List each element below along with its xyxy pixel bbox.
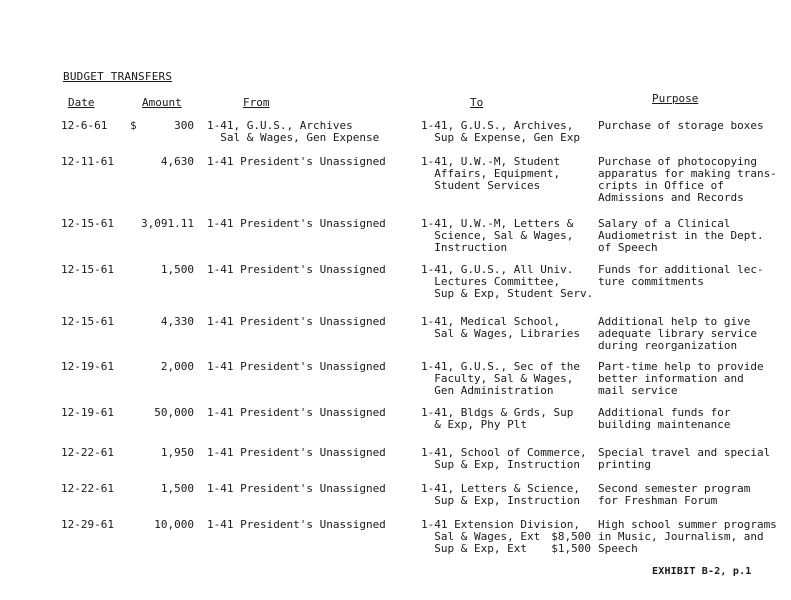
row-purpose-line: Special travel and special [598, 446, 771, 459]
amount-value: 10,000 [154, 518, 194, 531]
row-purpose-line: Funds for additional lec- [598, 263, 764, 276]
row-to-line: Sup & Exp, Instruction [421, 494, 580, 507]
amount-value: 1,500 [160, 482, 194, 495]
row-purpose-line: printing [598, 458, 651, 471]
row-purpose-line: building maintenance [598, 418, 731, 431]
row-from [207, 447, 386, 459]
row-purpose-line: Speech [598, 542, 638, 555]
row-to-line: Student Services [421, 179, 541, 192]
row-from-line: 1-41 President's Unassigned [207, 360, 386, 373]
row-to [421, 264, 593, 300]
header-amount: Amount [142, 96, 182, 109]
row-from [207, 218, 386, 230]
row-from [207, 483, 386, 495]
row-date: 12-15-61 [61, 217, 114, 230]
row-to-line: Sup & Exp, Student Serv. [421, 287, 594, 300]
row-date: 12-19-61 [61, 406, 114, 419]
row-to-line: Instruction [421, 241, 508, 254]
row-purpose-line: Salary of a Clinical [598, 217, 731, 230]
row-purpose [598, 483, 750, 507]
row-purpose-line: Part-time help to provide [598, 360, 764, 373]
row-purpose-line: adequate library service [598, 327, 757, 340]
row-purpose [598, 120, 764, 132]
row-to [421, 316, 580, 340]
header-to: To [470, 96, 484, 109]
ext-label: Sup & Exp, Ext [421, 542, 527, 555]
header-purpose: Purpose [652, 92, 699, 105]
ext-amount: $1,500 [551, 542, 591, 555]
row-to-line: 1-41, U.W.-M, Student [421, 155, 561, 168]
row-to-line: 1-41 Extension Division, [421, 518, 580, 531]
row-to-line: Sup & Expense, Gen Exp [421, 131, 580, 144]
ext-amount: $8,500 [551, 530, 591, 543]
row-purpose [598, 519, 777, 555]
row-to [421, 407, 573, 431]
row-to-line: 1-41, Bldgs & Grds, Sup [421, 406, 574, 419]
row-purpose-line: during reorganization [598, 339, 738, 352]
row-date: 12-15-61 [61, 263, 114, 276]
row-date: 12-11-61 [61, 155, 114, 168]
amount-value: 1,950 [160, 446, 194, 459]
amount-value: 2,000 [160, 360, 194, 373]
row-from-line: 1-41 President's Unassigned [207, 155, 386, 168]
row-purpose [598, 316, 757, 352]
row-to [421, 483, 580, 507]
row-purpose-line: mail service [598, 384, 678, 397]
row-purpose [598, 447, 770, 471]
row-from-line: 1-41 President's Unassigned [207, 217, 386, 230]
row-purpose-line: for Freshman Forum [598, 494, 718, 507]
row-from-line: 1-41 President's Unassigned [207, 446, 386, 459]
row-from-line: 1-41 President's Unassigned [207, 263, 386, 276]
amount-value: 300 [174, 119, 194, 132]
row-to-line: 1-41, G.U.S., Sec of the [421, 360, 580, 373]
row-purpose-line: in Music, Journalism, and [598, 530, 764, 543]
row-from [207, 316, 386, 328]
row-purpose [598, 218, 764, 254]
amount-value: 4,630 [160, 155, 194, 168]
row-purpose-line: Admissions and Records [598, 191, 744, 204]
header-date: Date [68, 96, 95, 109]
row-to-line: & Exp, Phy Plt [421, 418, 527, 431]
row-purpose-line: High school summer programs [598, 518, 777, 531]
currency-symbol: $ [130, 119, 137, 132]
row-to-line: Faculty, Sal & Wages, [421, 372, 574, 385]
row-to-line: 1-41, G.U.S., All Univ. [421, 263, 574, 276]
row-purpose [598, 361, 764, 397]
row-date: 12-6-61 [61, 119, 108, 132]
row-from [207, 519, 386, 531]
row-to [421, 120, 580, 144]
row-to-line: Science, Sal & Wages, [421, 229, 574, 242]
row-from-line: 1-41 President's Unassigned [207, 315, 386, 328]
row-to-line: 1-41, Medical School, [421, 315, 561, 328]
row-to-line: Lectures Committee, [421, 275, 561, 288]
row-purpose-line: Purchase of photocopying [598, 155, 757, 168]
row-to-line: Gen Administration [421, 384, 554, 397]
exhibit-label: EXHIBIT B-2, p.1 [652, 566, 752, 577]
row-purpose [598, 264, 764, 288]
row-from [207, 361, 386, 373]
row-purpose-line: Second semester program [598, 482, 751, 495]
row-purpose-line: apparatus for making trans- [598, 167, 777, 180]
ext-label: Sal & Wages, Ext [421, 530, 541, 543]
amount-value: 4,330 [160, 315, 194, 328]
document-title: BUDGET TRANSFERS [63, 70, 173, 83]
row-date: 12-22-61 [61, 446, 114, 459]
row-from [207, 264, 386, 276]
row-to [421, 218, 573, 254]
row-to-line: 1-41, U.W.-M, Letters & [421, 217, 574, 230]
row-date: 12-22-61 [61, 482, 114, 495]
row-date: 12-19-61 [61, 360, 114, 373]
amount-value: 1,500 [160, 263, 194, 276]
row-from [207, 407, 386, 419]
row-to [421, 156, 560, 192]
row-purpose-line: ture commitments [598, 275, 704, 288]
row-from [207, 156, 386, 168]
row-to-line: 1-41, School of Commerce, [421, 446, 587, 459]
row-to-line: Sal & Wages, Libraries [421, 327, 580, 340]
row-to [421, 519, 591, 555]
row-purpose-line: of Speech [598, 241, 658, 254]
row-to-line: 1-41, G.U.S., Archives, [421, 119, 574, 132]
header-from: From [243, 96, 270, 109]
row-purpose-line: Purchase of storage boxes [598, 119, 764, 132]
amount-value: 50,000 [154, 406, 194, 419]
row-to [421, 447, 587, 471]
row-date: 12-15-61 [61, 315, 114, 328]
row-purpose [598, 156, 777, 204]
row-to [421, 361, 580, 397]
row-to-line: Affairs, Equipment, [421, 167, 561, 180]
row-purpose-line: Additional help to give [598, 315, 751, 328]
row-from-line: 1-41, G.U.S., Archives [207, 119, 353, 132]
row-from-line: Sal & Wages, Gen Expense [207, 131, 380, 144]
row-purpose-line: Additional funds for [598, 406, 731, 419]
row-from [207, 120, 379, 144]
row-to-ext-line [421, 543, 591, 555]
row-to-line: 1-41, Letters & Science, [421, 482, 580, 495]
row-purpose [598, 407, 730, 431]
row-from-line: 1-41 President's Unassigned [207, 406, 386, 419]
amount-value: 3,091.11 [141, 217, 194, 230]
row-purpose-line: better information and [598, 372, 744, 385]
row-from-line: 1-41 President's Unassigned [207, 482, 386, 495]
row-from-line: 1-41 President's Unassigned [207, 518, 386, 531]
row-purpose-line: cripts in Office of [598, 179, 724, 192]
row-to-line: Sup & Exp, Instruction [421, 458, 580, 471]
row-date: 12-29-61 [61, 518, 114, 531]
row-purpose-line: Audiometrist in the Dept. [598, 229, 764, 242]
